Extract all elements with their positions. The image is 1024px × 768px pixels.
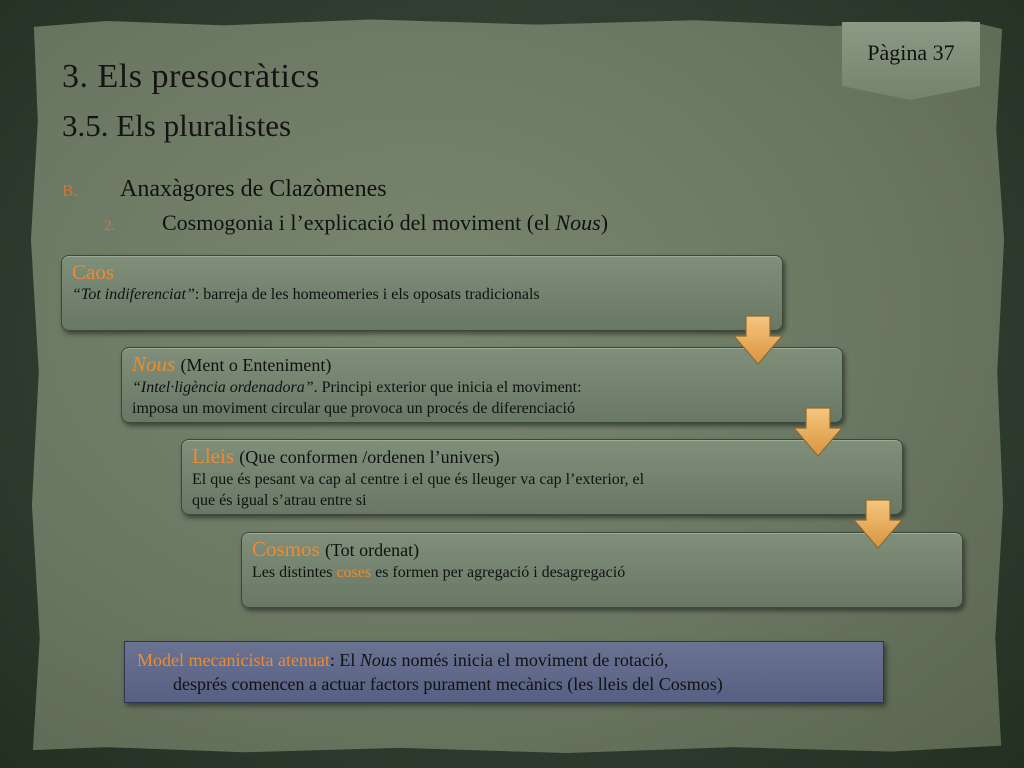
slide-subtitle: 3.5. Els pluralistes — [62, 108, 292, 143]
step-body-lleis: El que és pesant va cap al centre i el que és lleuger va cap l’exterior, el que és igual s’atrau entre si — [192, 471, 645, 509]
outline-marker-b: B. — [62, 181, 78, 200]
note-line2: després comencen a actuar factors purament mecànics (les lleis del Cosmos) — [173, 674, 723, 694]
step-paren-lleis: (Que conformen /ordenen l’univers) — [239, 447, 500, 467]
outline-level2-text: Cosmogonia i l’explicació del moviment (el — [162, 210, 556, 235]
outline-marker-2: 2. — [104, 218, 116, 234]
outline-level1-text: Anaxàgores de Clazòmenes — [120, 176, 387, 202]
step-body-nous: “Intel·ligència ordenadora”. Principi exterior que inicia el moviment: imposa un moviment circular que provoca un procés de diferenciació — [132, 379, 582, 417]
step-head-nous: Nous — [132, 352, 176, 376]
step-head-caos: Caos — [72, 260, 114, 284]
outline-level2-italic: Nous — [555, 210, 601, 235]
step-paren-cosmos: (Tot ordenat) — [324, 540, 420, 560]
step-head-cosmos: Cosmos — [252, 537, 320, 561]
outline-level2 — [104, 210, 608, 236]
outline-level2-end: ) — [600, 210, 609, 235]
arrow-down-icon — [732, 314, 784, 366]
arrow-down-icon — [792, 406, 844, 458]
model-note: Model mecanicista atenuat: El Nous només inicia el moviment de rotació, després comencen a actuar factors purament mecànics (les lleis del Cosmos) — [124, 641, 884, 703]
step-box-caos — [61, 255, 783, 331]
arrow-down-icon — [852, 498, 904, 550]
step-body-cosmos: Les distintes coses es formen per agregació i desagregació — [252, 564, 626, 581]
step-head-lleis: Lleis — [192, 444, 234, 468]
outline-level1 — [62, 176, 387, 203]
step-body-caos: “Tot indiferenciat”: barreja de les homeomeries i els oposats tradicionals — [72, 286, 540, 303]
page-number: Pàgina 37 — [867, 40, 955, 65]
slide-title: 3. Els presocràtics — [62, 58, 320, 95]
step-paren-nous: (Ment o Enteniment) — [180, 355, 332, 375]
note-label: Model mecanicista atenuat — [137, 650, 330, 670]
